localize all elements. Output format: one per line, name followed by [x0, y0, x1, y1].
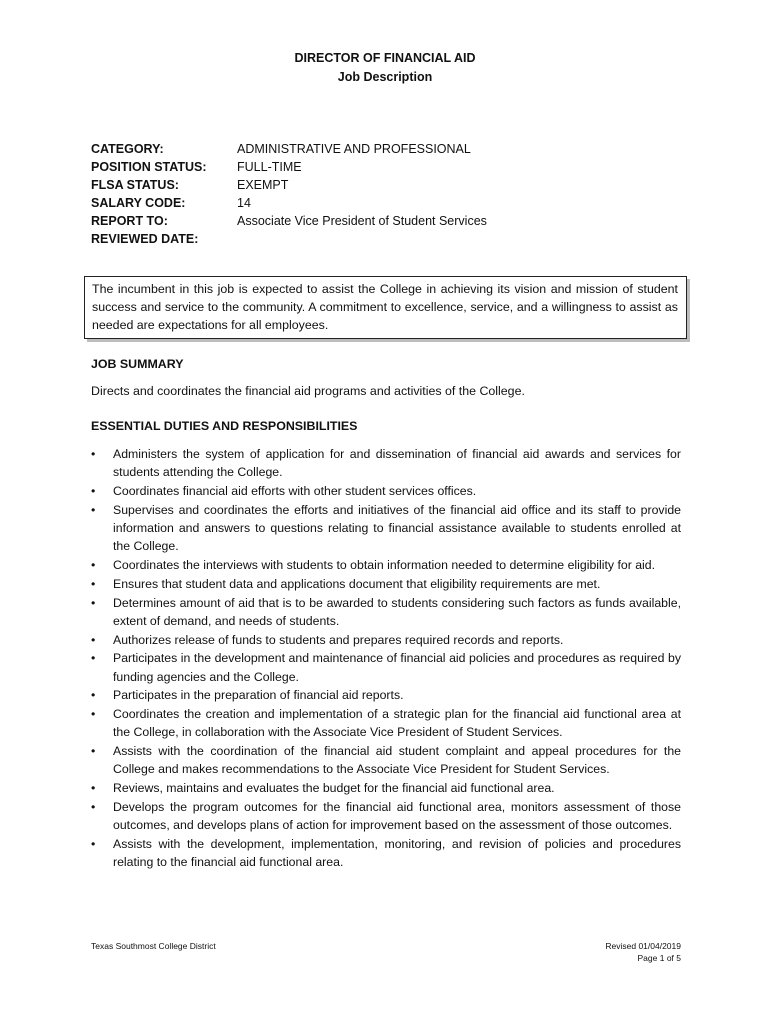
duty-item: • Coordinates financial aid efforts with other student services offices.	[91, 482, 681, 500]
duty-item: • Coordinates the creation and implementation of a strategic plan for the financial aid functional area at the College, in collaboration with the Associate Vice President of Student Services.	[91, 705, 681, 741]
duty-item: • Authorizes release of funds to students and prepares required records and reports.	[91, 631, 681, 649]
duty-item: • Administers the system of application for and dissemination of financial aid awards and services for students attending the College.	[91, 445, 681, 481]
document-title: DIRECTOR OF FINANCIAL AID	[294, 51, 476, 65]
duty-item: • Reviews, maintains and evaluates the budget for the financial aid functional area.	[91, 779, 681, 797]
document-subtitle: Job Description	[337, 70, 433, 84]
duty-item: • Determines amount of aid that is to be awarded to students considering such factors as funds available, extent of demand, and needs of students.	[91, 594, 681, 630]
reviewed-date-row	[91, 230, 487, 248]
salary-code-row	[91, 194, 487, 212]
report-to-row	[91, 212, 487, 230]
duty-item: • Develops the program outcomes for the financial aid functional area, monitors assessment of those outcomes, and develops plans of action for improvement based on the assessment of those outcomes.	[91, 798, 681, 834]
duty-item: • Supervises and coordinates the efforts and initiatives of the financial aid office and its staff to provide information and answers to questions relating to financial assistance available to students enrolled at the College.	[91, 501, 681, 556]
reviewed-date-label: REVIEWED DATE:	[91, 232, 199, 246]
position-status-row	[91, 158, 487, 176]
duty-item: • Participates in the preparation of financial aid reports.	[91, 686, 681, 704]
duty-item: • Ensures that student data and applications document that eligibility requirements are met.	[91, 575, 681, 593]
duties-heading: ESSENTIAL DUTIES AND RESPONSIBILITIES	[91, 419, 358, 433]
job-summary-text: Directs and coordinates the financial aid programs and activities of the College.	[91, 384, 525, 398]
footer-revised-date: Revised 01/04/2019	[605, 941, 681, 951]
vision-statement-box: The incumbent in this job is expected to assist the College in achieving its vision and mission of student success and service to the community. A commitment to excellence, service, and a willingness to assist as needed are expectations for all employees.	[84, 276, 687, 339]
report-to-label: REPORT TO:	[91, 214, 168, 228]
position-status-value: FULL-TIME	[237, 160, 302, 174]
document-header	[0, 49, 770, 87]
footer-organization: Texas Southmost College District	[91, 941, 216, 951]
footer-page-number: Page 1 of 5	[637, 953, 681, 963]
report-to-value: Associate Vice President of Student Services	[237, 214, 487, 228]
duty-item: • Coordinates the interviews with students to obtain information needed to determine eligibility for aid.	[91, 556, 681, 574]
category-value: ADMINISTRATIVE AND PROFESSIONAL	[237, 142, 471, 156]
position-status-label: POSITION STATUS:	[91, 160, 207, 174]
category-row	[91, 140, 487, 158]
flsa-status-value: EXEMPT	[237, 178, 289, 192]
footer-meta	[605, 940, 681, 964]
salary-code-value: 14	[237, 196, 251, 210]
salary-code-label: SALARY CODE:	[91, 196, 186, 210]
position-details	[91, 140, 487, 248]
duty-item: • Assists with the development, implementation, monitoring, and revision of policies and procedures relating to the financial aid functional area.	[91, 835, 681, 871]
flsa-status-row	[91, 176, 487, 194]
job-summary-heading: JOB SUMMARY	[91, 357, 184, 371]
flsa-status-label: FLSA STATUS:	[91, 178, 179, 192]
duty-item: • Assists with the coordination of the financial aid student complaint and appeal procedures for the College and makes recommendations to the Associate Vice President for Student Services.	[91, 742, 681, 778]
duty-item: • Participates in the development and maintenance of financial aid policies and procedures as required by funding agencies and the College.	[91, 649, 681, 685]
duties-list	[91, 445, 681, 872]
category-label: CATEGORY:	[91, 142, 164, 156]
